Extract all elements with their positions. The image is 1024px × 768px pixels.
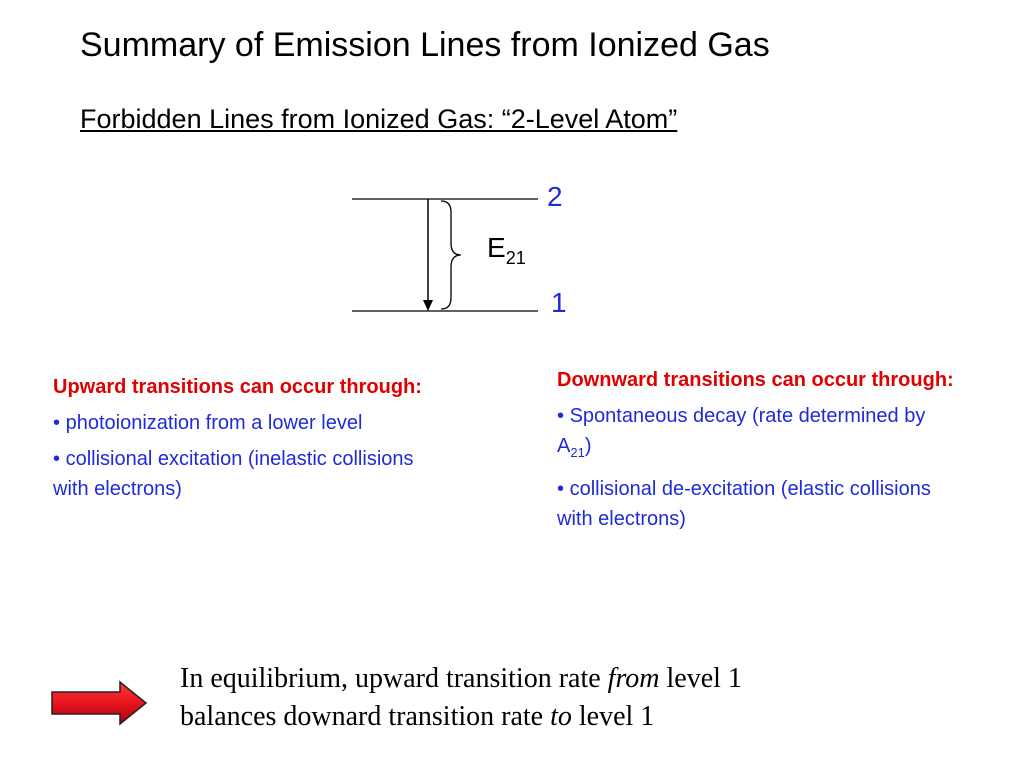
energy-symbol: E xyxy=(487,232,506,263)
line1-text-end: level 1 xyxy=(659,663,742,694)
downward-item-text: collisional de-excitation (elastic collisions with electrons) xyxy=(557,478,931,530)
equilibrium-statement xyxy=(180,660,742,736)
upward-heading: Upward transitions can occur through: xyxy=(53,376,422,398)
red-right-arrow-icon xyxy=(50,680,150,730)
two-level-atom-diagram xyxy=(0,0,1024,360)
upward-item-text: collisional excitation (inelastic collisions with electrons) xyxy=(53,448,414,500)
energy-gap-label xyxy=(487,232,526,269)
line1-emphasis: from xyxy=(607,663,660,694)
line2-emphasis: to xyxy=(550,701,572,732)
upward-item-text: photoionization from a lower level xyxy=(65,412,363,434)
upward-transitions-block xyxy=(53,372,433,510)
energy-gap-brace xyxy=(441,201,461,309)
equilibrium-line-2 xyxy=(180,698,742,736)
lower-level-label: 1 xyxy=(551,287,567,318)
energy-subscript: 21 xyxy=(505,248,526,268)
downward-transition-arrowhead xyxy=(423,300,433,311)
upward-item-photoionization xyxy=(53,408,433,438)
bullet-icon: • xyxy=(53,412,61,434)
bullet-icon: • xyxy=(557,405,565,427)
line1-text: In equilibrium, upward transition rate xyxy=(180,663,608,694)
line2-text: balances downard transition rate xyxy=(180,701,551,732)
slide-title: Summary of Emission Lines from Ionized Gas xyxy=(80,26,770,64)
bullet-icon: • xyxy=(53,448,61,470)
downward-item-collisional-deexcitation xyxy=(557,474,957,534)
slide-subtitle: Forbidden Lines from Ionized Gas: “2-Level Atom” xyxy=(80,104,678,134)
downward-heading: Downward transitions can occur through: xyxy=(557,369,954,391)
equilibrium-line-1 xyxy=(180,660,742,698)
einstein-a-subscript: 21 xyxy=(570,445,585,460)
downward-item-spontaneous-decay xyxy=(557,401,957,468)
upper-level-label: 2 xyxy=(547,181,563,212)
downward-item-text-end: ) xyxy=(584,435,592,457)
line2-text-end: level 1 xyxy=(571,701,655,732)
upward-item-collisional-excitation xyxy=(53,444,433,504)
bullet-icon: • xyxy=(557,478,565,500)
downward-item-text: Spontaneous decay (rate determined by A xyxy=(557,405,926,457)
downward-transitions-block xyxy=(557,365,957,540)
